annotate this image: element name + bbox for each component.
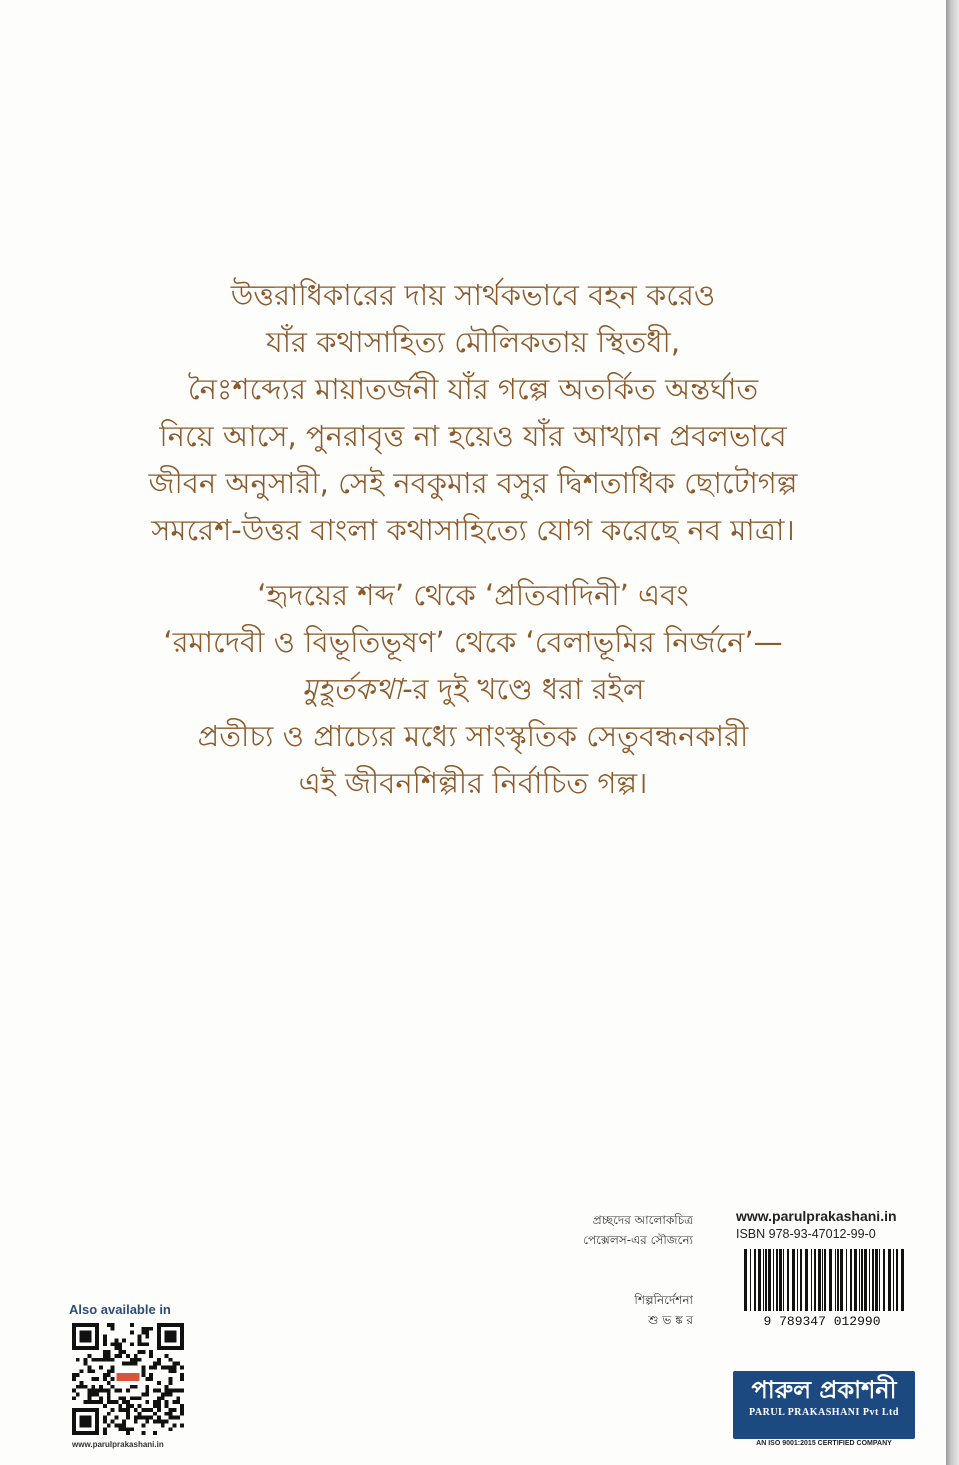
publisher-logo [733,1371,915,1439]
blurb-paragraph-1 [40,272,906,554]
publisher-name-english: PARUL PRAKASHANI Pvt Ltd [749,1407,899,1418]
blurb-line: সমরেশ-উত্তর বাংলা কথাসাহিত্যে যোগ করেছে নব মাত্রা। [151,513,795,547]
blurb-line [40,666,906,713]
blurb-line: নিয়ে আসে, পুনরাবৃত্ত না হয়েও যাঁর আখ্যান প্রবলভাবে [159,419,787,453]
qr-website: www.parulprakashani.in [72,1440,164,1449]
blurb-line: প্রতীচ্য ও প্রাচ্যের মধ্যে সাংস্কৃতিক সেতুবন্ধনকারী [197,719,749,753]
blurb-line: এই জীবনশিল্পীর নির্বাচিত গল্প। [298,766,648,800]
also-available-label: Also available in [69,1302,171,1317]
publisher-name-bengali: পারুল প্রকাশনী [751,1376,897,1404]
blurb [40,272,906,807]
isbn: ISBN 978-93-47012-99-0 [736,1227,876,1241]
iso-certification: AN ISO 9001:2015 CERTIFIED COMPANY [756,1440,892,1447]
blurb-line: যাঁর কথাসাহিত্য মৌলিকতায় স্থিতধী, [265,325,681,359]
blurb-line: নৈঃশব্দ্যের মায়াতর্জনী যাঁর গল্পে অতর্কিত অন্তর্ঘাত [187,372,759,406]
page-edge-shadow [946,0,959,1465]
blurb-line-rest: -র দুই খণ্ডে ধরা রইল [402,672,645,706]
blurb-line: উত্তরাধিকারের দায় সার্থকভাবে বহন করেও [230,278,716,312]
qr-code [72,1323,184,1435]
publisher-website: www.parulprakashani.in [736,1208,897,1224]
photo-credit: পেক্সেলস-এর সৌজন্যে [583,1233,693,1247]
blurb-line: ‘রমাদেবী ও বিভূতিভূষণ’ থেকে ‘বেলাভূমির নির্জনে’— [163,625,783,659]
cover-credits [583,1210,693,1330]
barcode-digits: 9 789347 012990 [763,1314,881,1327]
photo-credit-label: প্রচ্ছদের আলোকচিত্র [592,1213,693,1227]
art-direction-credit: শু ভ ঙ্ক র [648,1313,693,1327]
blurb-paragraph-2 [40,572,906,807]
art-direction-label: শিল্পনির্দেশনা [634,1293,693,1307]
blurb-line: ‘হৃদয়ের শব্দ’ থেকে ‘প্রতিবাদিনী’ এবং [257,578,689,612]
blurb-line: জীবন অনুসারী, সেই নবকুমার বসুর দ্বিশতাধিক ছোটোগল্প [148,466,798,500]
book-info [736,1208,916,1327]
book-title: মুহূর্তকথা [301,672,403,706]
barcode [736,1247,908,1327]
